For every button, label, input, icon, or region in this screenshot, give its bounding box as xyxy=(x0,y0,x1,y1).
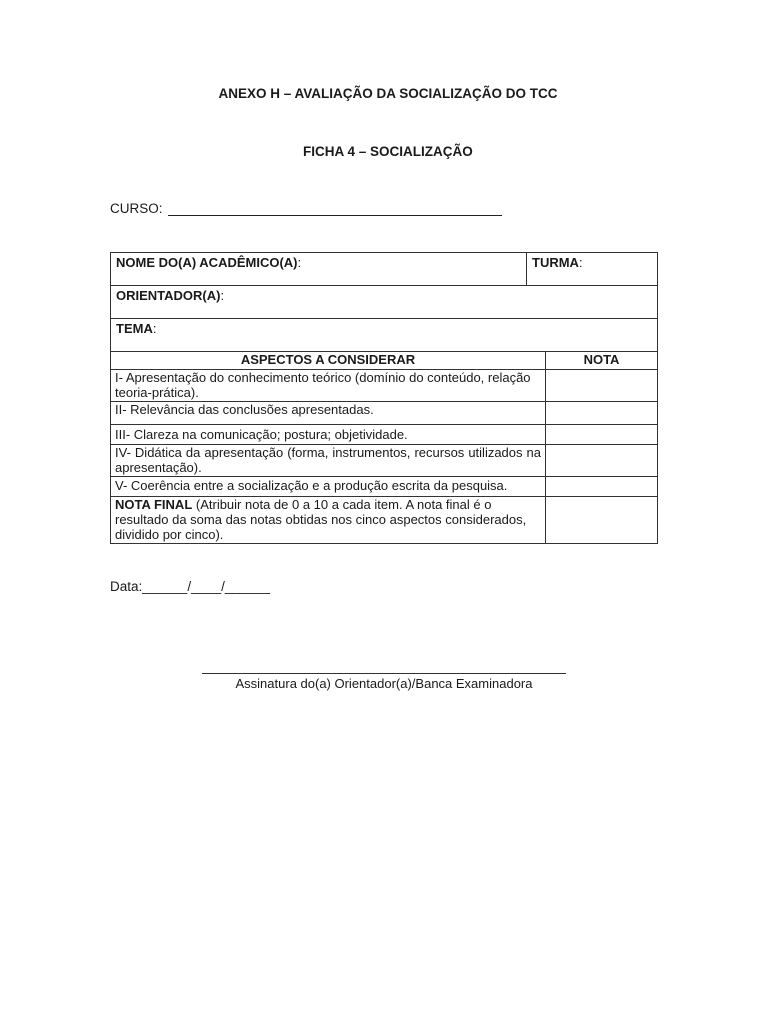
colon: : xyxy=(152,321,157,336)
nome-label: NOME DO(A) ACADÊMICO(A) xyxy=(116,255,298,270)
signature-line xyxy=(202,673,566,674)
aspects-header-row xyxy=(111,352,658,370)
tema-label: TEMA xyxy=(116,321,153,336)
info-row-nome xyxy=(111,253,658,286)
info-row-orientador xyxy=(111,286,658,319)
aspect-text: I- Apresentação do conhecimento teórico (domínio do conteúdo, relação teoria-prática). xyxy=(111,370,546,402)
aspect-text: III- Clareza na comunicação; postura; objetividade. xyxy=(111,425,546,445)
aspects-table xyxy=(110,351,658,544)
table-row xyxy=(111,402,658,425)
table-row xyxy=(111,445,658,477)
final-text-cell xyxy=(111,497,546,544)
orientador-label: ORIENTADOR(A) xyxy=(116,288,221,303)
signature-label: Assinatura do(a) Orientador(a)/Banca Examinadora xyxy=(235,676,533,691)
aspect-text: V- Coerência entre a socialização e a produção escrita da pesquisa. xyxy=(111,477,546,497)
header-aspects: ASPECTOS A CONSIDERAR xyxy=(111,352,546,370)
turma-cell xyxy=(527,253,658,286)
nota-cell xyxy=(546,370,658,402)
nota-final-cell xyxy=(546,497,658,544)
colon: : xyxy=(220,288,225,303)
curso-label: CURSO: xyxy=(110,201,163,216)
orientador-cell xyxy=(111,286,658,319)
nota-cell xyxy=(546,425,658,445)
document-title: ANEXO H – AVALIAÇÃO DA SOCIALIZAÇÃO DO TCC xyxy=(218,86,558,101)
nota-cell xyxy=(546,445,658,477)
nota-cell xyxy=(546,402,658,425)
curso-field-line xyxy=(168,215,502,216)
nota-cell xyxy=(546,477,658,497)
table-row xyxy=(111,425,658,445)
date-field: Data:______/____/______ xyxy=(110,579,270,594)
aspect-text: II- Relevância das conclusões apresentadas. xyxy=(111,402,546,425)
final-label: NOTA FINAL xyxy=(115,497,193,512)
header-nota: NOTA xyxy=(546,352,658,370)
info-row-tema xyxy=(111,319,658,352)
student-info-table xyxy=(110,252,658,352)
tema-cell xyxy=(111,319,658,352)
nome-cell xyxy=(111,253,527,286)
colon: : xyxy=(578,255,583,270)
aspect-text: IV- Didática da apresentação (forma, instrumentos, recursos utilizados na apresentação). xyxy=(111,445,546,477)
table-row xyxy=(111,477,658,497)
colon: : xyxy=(297,255,302,270)
table-row-final xyxy=(111,497,658,544)
table-row xyxy=(111,370,658,402)
turma-label: TURMA xyxy=(532,255,579,270)
final-instructions: (Atribuir nota de 0 a 10 a cada item. A nota final é o resultado da soma das notas obtidas nos cinco aspectos considerados, dividido por cinco). xyxy=(115,497,527,542)
document-subtitle: FICHA 4 – SOCIALIZAÇÃO xyxy=(303,144,473,159)
